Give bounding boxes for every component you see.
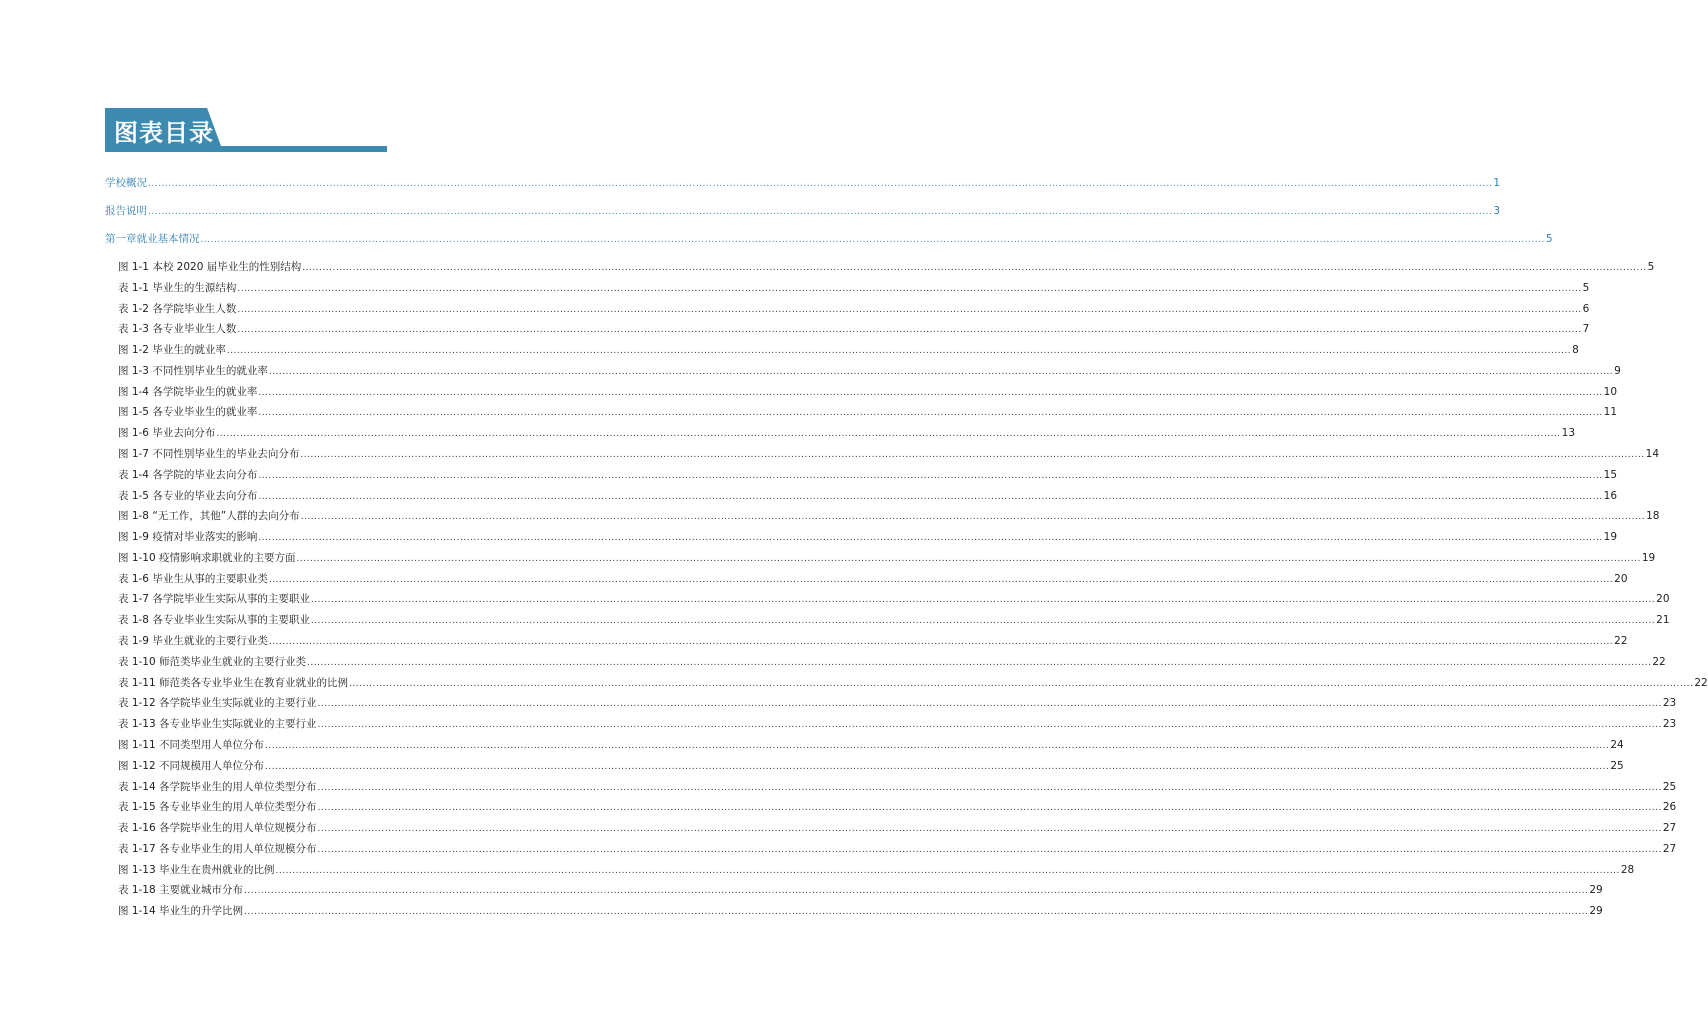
toc-page-number: 22: [1614, 635, 1628, 647]
toc-entry-label: 表 1-7 各学院毕业生实际从事的主要职业: [118, 593, 310, 605]
dot-leader: ................................................................................................................................................................................................................................................................................................................................................................................................................: [237, 305, 1582, 315]
dot-leader: ................................................................................................................................................................................................................................................................................................................................................................................................................: [244, 907, 1589, 917]
toc-page-number: 19: [1641, 552, 1656, 564]
toc-figure-entry[interactable]: [118, 279, 1590, 295]
dot-leader: ................................................................................................................................................................................................................................................................................................................................................................................................................: [310, 595, 1656, 605]
toc-entry-label: 表 1-5 各专业的毕业去向分布: [118, 490, 258, 502]
dot-leader: ................................................................................................................................................................................................................................................................................................................................................................................................................: [317, 699, 1662, 709]
toc-figure-entry[interactable]: [118, 632, 1628, 648]
toc-figure-entry[interactable]: [118, 362, 1621, 378]
toc-page-number: 13: [1561, 427, 1576, 439]
dot-leader: ................................................................................................................................................................................................................................................................................................................................................................................................................: [258, 408, 1603, 418]
toc-page-number: 27: [1662, 843, 1677, 855]
toc-entry-label: 学校概况: [105, 177, 147, 189]
toc-entry-label: 表 1-18 主要就业城市分布: [118, 884, 244, 896]
toc-entry-label: 图 1-7 不同性别毕业生的毕业去向分布: [118, 448, 300, 460]
toc-page-number: 28: [1620, 864, 1635, 876]
toc-page-number: 26: [1662, 801, 1677, 813]
toc-figure-entry[interactable]: [118, 736, 1624, 752]
toc-figure-entry[interactable]: [118, 674, 1708, 690]
toc-page-number: 27: [1662, 822, 1677, 834]
dot-leader: ................................................................................................................................................................................................................................................................................................................................................................................................................: [265, 741, 1610, 751]
toc-page-number: 29: [1589, 905, 1603, 917]
toc-entry-label: 表 1-10 师范类毕业生就业的主要行业类: [118, 656, 307, 668]
toc-entry-label: 图 1-9 疫情对毕业落实的影响: [118, 531, 258, 543]
toc-figure-entry[interactable]: [118, 902, 1603, 918]
toc-figure-entry[interactable]: [118, 653, 1666, 669]
dot-leader: ................................................................................................................................................................................................................................................................................................................................................................................................................: [349, 679, 1694, 689]
toc-page-number: 18: [1646, 510, 1660, 522]
toc-entry-label: 图 1-12 不同规模用人单位分布: [118, 760, 265, 772]
toc-entry-label: 图 1-14 毕业生的升学比例: [118, 905, 244, 917]
dot-leader: ................................................................................................................................................................................................................................................................................................................................................................................................................: [237, 325, 1582, 335]
toc-figure-entry[interactable]: [118, 840, 1677, 856]
toc-chapter-entry[interactable]: [105, 174, 1501, 190]
dot-leader: ................................................................................................................................................................................................................................................................................................................................................................................................................: [258, 388, 1603, 398]
toc-figure-entry[interactable]: [118, 881, 1603, 897]
toc-figure-entry[interactable]: [118, 757, 1624, 773]
toc-entry-label: 表 1-16 各学院毕业生的用人单位规模分布: [118, 822, 317, 834]
toc-entry-label: 图 1-2 毕业生的就业率: [118, 344, 226, 356]
toc-entry-label: 表 1-4 各学院的毕业去向分布: [118, 469, 258, 481]
toc-entry-label: 图 1-10 疫情影响求职就业的主要方面: [118, 552, 296, 564]
dot-leader: ................................................................................................................................................................................................................................................................................................................................................................................................................: [226, 346, 1572, 356]
toc-page-number: 5: [1647, 261, 1655, 273]
toc-figure-entry[interactable]: [118, 694, 1677, 710]
toc-entry-label: 报告说明: [105, 205, 147, 217]
toc-page-number: 3: [1493, 205, 1501, 217]
toc-chapter-entry[interactable]: [105, 230, 1553, 246]
toc-page-number: 6: [1582, 303, 1590, 315]
toc-entry-label: 图 1-11 不同类型用人单位分布: [118, 739, 265, 751]
dot-leader: ................................................................................................................................................................................................................................................................................................................................................................................................................: [265, 762, 1610, 772]
toc-entry-title: 就业基本情况: [136, 233, 200, 245]
toc-figure-entry[interactable]: [118, 320, 1590, 336]
dot-leader: ................................................................................................................................................................................................................................................................................................................................................................................................................: [258, 471, 1603, 481]
toc-entry-label: 第一章: [105, 233, 137, 245]
toc-entry-label: 图 1-6 毕业去向分布: [118, 427, 216, 439]
dot-leader: ................................................................................................................................................................................................................................................................................................................................................................................................................: [300, 450, 1645, 460]
toc-entry-label: 图 1-8 “无工作，其他”人群的去向分布: [118, 510, 300, 522]
toc-page-number: 29: [1589, 884, 1603, 896]
dot-leader: ................................................................................................................................................................................................................................................................................................................................................................................................................: [268, 575, 1614, 585]
toc-entry-label: 图 1-13 毕业生在贵州就业的比例: [118, 864, 275, 876]
toc-figure-entry[interactable]: [118, 445, 1660, 461]
toc-page-number: 25: [1610, 760, 1624, 772]
dot-leader: ................................................................................................................................................................................................................................................................................................................................................................................................................: [296, 554, 1641, 564]
toc-figure-entry[interactable]: [118, 528, 1618, 544]
toc-figure-entry[interactable]: [118, 466, 1618, 482]
toc-figure-entry[interactable]: [118, 798, 1677, 814]
toc-entry-label: 表 1-12 各学院毕业生实际就业的主要行业: [118, 697, 317, 709]
toc-entry-label: 图 1-3 不同性别毕业生的就业率: [118, 365, 268, 377]
toc-entry-label: 表 1-17 各专业毕业生的用人单位规模分布: [118, 843, 317, 855]
toc-entry-label: 表 1-2 各学院毕业生人数: [118, 303, 237, 315]
toc-figure-entry[interactable]: [118, 341, 1579, 357]
toc-page-number: 8: [1572, 344, 1579, 356]
dot-leader: ................................................................................................................................................................................................................................................................................................................................................................................................................: [148, 207, 1493, 217]
toc-figure-entry[interactable]: [118, 403, 1618, 419]
dot-leader: ................................................................................................................................................................................................................................................................................................................................................................................................................: [244, 886, 1589, 896]
toc-page-number: 11: [1603, 406, 1618, 418]
toc-page-number: 5: [1545, 233, 1553, 245]
page-title: 图表目录: [114, 119, 214, 147]
toc-figure-entry[interactable]: [118, 300, 1590, 316]
toc-entry-label: 表 1-11 师范类各专业毕业生在教育业就业的比例: [118, 677, 349, 689]
toc-page-number: 20: [1614, 573, 1628, 585]
dot-leader: ................................................................................................................................................................................................................................................................................................................................................................................................................: [300, 512, 1646, 522]
toc-figure-entry[interactable]: [118, 861, 1635, 877]
dot-leader: ................................................................................................................................................................................................................................................................................................................................................................................................................: [317, 720, 1662, 730]
toc-chapter-entry[interactable]: [105, 202, 1501, 218]
toc-figure-entry[interactable]: [118, 507, 1660, 523]
toc-page-number: 7: [1582, 323, 1590, 335]
toc-page-number: 1: [1493, 177, 1501, 189]
dot-leader: ................................................................................................................................................................................................................................................................................................................................................................................................................: [216, 429, 1561, 439]
dot-leader: ................................................................................................................................................................................................................................................................................................................................................................................................................: [200, 235, 1545, 245]
dot-leader: ................................................................................................................................................................................................................................................................................................................................................................................................................: [317, 824, 1662, 834]
toc-page-number: 15: [1603, 469, 1618, 481]
dot-leader: ................................................................................................................................................................................................................................................................................................................................................................................................................: [307, 658, 1652, 668]
toc-entry-label: 表 1-15 各专业毕业生的用人单位类型分布: [118, 801, 317, 813]
toc-entry-label: 图 1-1 本校 2020 届毕业生的性别结构: [118, 261, 302, 273]
toc-page-number: 23: [1662, 697, 1677, 709]
toc-page-number: 5: [1582, 282, 1590, 294]
dot-leader: ................................................................................................................................................................................................................................................................................................................................................................................................................: [310, 616, 1656, 626]
dot-leader: ................................................................................................................................................................................................................................................................................................................................................................................................................: [237, 284, 1582, 294]
toc-entry-label: 表 1-1 毕业生的生源结构: [118, 282, 237, 294]
toc-entry-label: 表 1-9 毕业生就业的主要行业类: [118, 635, 268, 647]
toc-figure-entry[interactable]: [118, 570, 1628, 586]
toc-figure-entry[interactable]: [118, 778, 1677, 794]
toc-page-number: 22: [1694, 677, 1708, 689]
dot-leader: ................................................................................................................................................................................................................................................................................................................................................................................................................: [148, 179, 1493, 189]
toc-entry-label: 表 1-3 各专业毕业生人数: [118, 323, 237, 335]
dot-leader: ................................................................................................................................................................................................................................................................................................................................................................................................................: [317, 803, 1662, 813]
dot-leader: ................................................................................................................................................................................................................................................................................................................................................................................................................: [317, 783, 1662, 793]
toc-page-number: 24: [1610, 739, 1624, 751]
dot-leader: ................................................................................................................................................................................................................................................................................................................................................................................................................: [317, 845, 1662, 855]
toc-entry-label: 表 1-13 各专业毕业生实际就业的主要行业: [118, 718, 317, 730]
toc-figure-entry[interactable]: [118, 819, 1677, 835]
dot-leader: ................................................................................................................................................................................................................................................................................................................................................................................................................: [258, 492, 1603, 502]
toc-figure-entry[interactable]: [118, 590, 1670, 606]
toc-figure-entry[interactable]: [118, 549, 1656, 565]
dot-leader: ................................................................................................................................................................................................................................................................................................................................................................................................................: [268, 367, 1614, 377]
toc-page-number: 19: [1603, 531, 1618, 543]
toc-figure-entry[interactable]: [118, 611, 1670, 627]
toc-entry-label: 表 1-8 各专业毕业生实际从事的主要职业: [118, 614, 310, 626]
dot-leader: ................................................................................................................................................................................................................................................................................................................................................................................................................: [268, 637, 1614, 647]
toc-page-number: 14: [1645, 448, 1660, 460]
toc-figure-entry[interactable]: [118, 424, 1576, 440]
toc-figure-entry[interactable]: [118, 383, 1618, 399]
toc-page-number: 23: [1662, 718, 1677, 730]
dot-leader: ................................................................................................................................................................................................................................................................................................................................................................................................................: [275, 866, 1620, 876]
toc-page-number: 20: [1656, 593, 1670, 605]
toc-figure-entry[interactable]: [118, 258, 1655, 274]
toc-entry-label: 图 1-5 各专业毕业生的就业率: [118, 406, 258, 418]
toc-page-number: 10: [1603, 386, 1618, 398]
toc-figure-entry[interactable]: [118, 487, 1618, 503]
toc-figure-entry[interactable]: [118, 715, 1677, 731]
toc-page-number: 9: [1614, 365, 1621, 377]
toc-entry-label: 表 1-6 毕业生从事的主要职业类: [118, 573, 268, 585]
toc-page-number: 25: [1662, 781, 1677, 793]
dot-leader: ................................................................................................................................................................................................................................................................................................................................................................................................................: [258, 533, 1603, 543]
toc-entry-label: 表 1-14 各学院毕业生的用人单位类型分布: [118, 781, 317, 793]
toc-page-number: 16: [1603, 490, 1618, 502]
toc-entry-label: 图 1-4 各学院毕业生的就业率: [118, 386, 258, 398]
toc-page-number: 22: [1652, 656, 1666, 668]
toc-page-number: 21: [1656, 614, 1670, 626]
dot-leader: ................................................................................................................................................................................................................................................................................................................................................................................................................: [302, 263, 1647, 273]
